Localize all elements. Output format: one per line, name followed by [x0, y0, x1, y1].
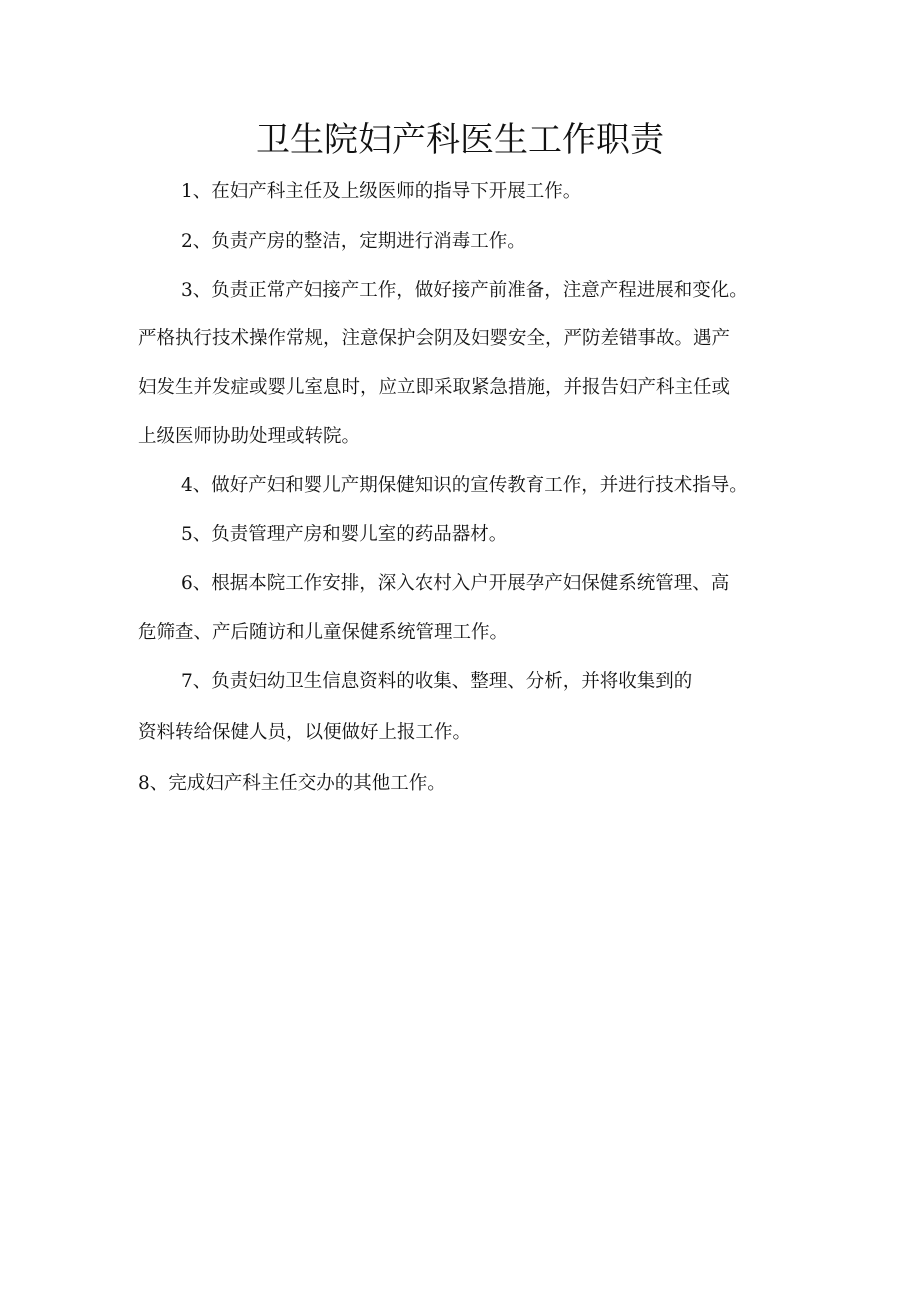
duty-item-8: 8、完成妇产科主任交办的其他工作。	[138, 773, 446, 794]
duty-item-7-continued: 资料转给保健人员，以便做好上报工作。	[138, 722, 472, 743]
duty-item-7: 7、负责妇幼卫生信息资料的收集、整理、分析，并将收集到的	[181, 671, 693, 692]
duty-item-3-continued: 严格执行技术操作常规，注意保护会阴及妇婴安全，严防差错事故。遇产	[138, 328, 731, 349]
duty-item-3-continued: 妇发生并发症或婴儿室息时，应立即采取紧急措施，并报告妇产科主任或	[138, 377, 731, 398]
duty-item-5: 5、负责管理产房和婴儿室的药品器材。	[181, 524, 508, 545]
duty-item-3: 3、负责正常产妇接产工作，做好接产前准备，注意产程进展和变化。	[181, 280, 748, 301]
duty-item-2: 2、负责产房的整洁，定期进行消毒工作。	[181, 231, 526, 252]
duty-item-1: 1、在妇产科主任及上级医师的指导下开展工作。	[181, 181, 582, 202]
duty-item-4: 4、做好产妇和婴儿产期保健知识的宣传教育工作，并进行技术指导。	[181, 475, 748, 496]
duty-item-6: 6、根据本院工作安排，深入农村入户开展孕产妇保健系统管理、高	[181, 573, 730, 594]
document-title: 卫生院妇产科医生工作职责	[256, 120, 664, 160]
duty-item-6-continued: 危筛查、产后随访和儿童保健系统管理工作。	[138, 622, 509, 643]
duty-item-3-continued: 上级医师协助处理或转院。	[138, 426, 361, 447]
